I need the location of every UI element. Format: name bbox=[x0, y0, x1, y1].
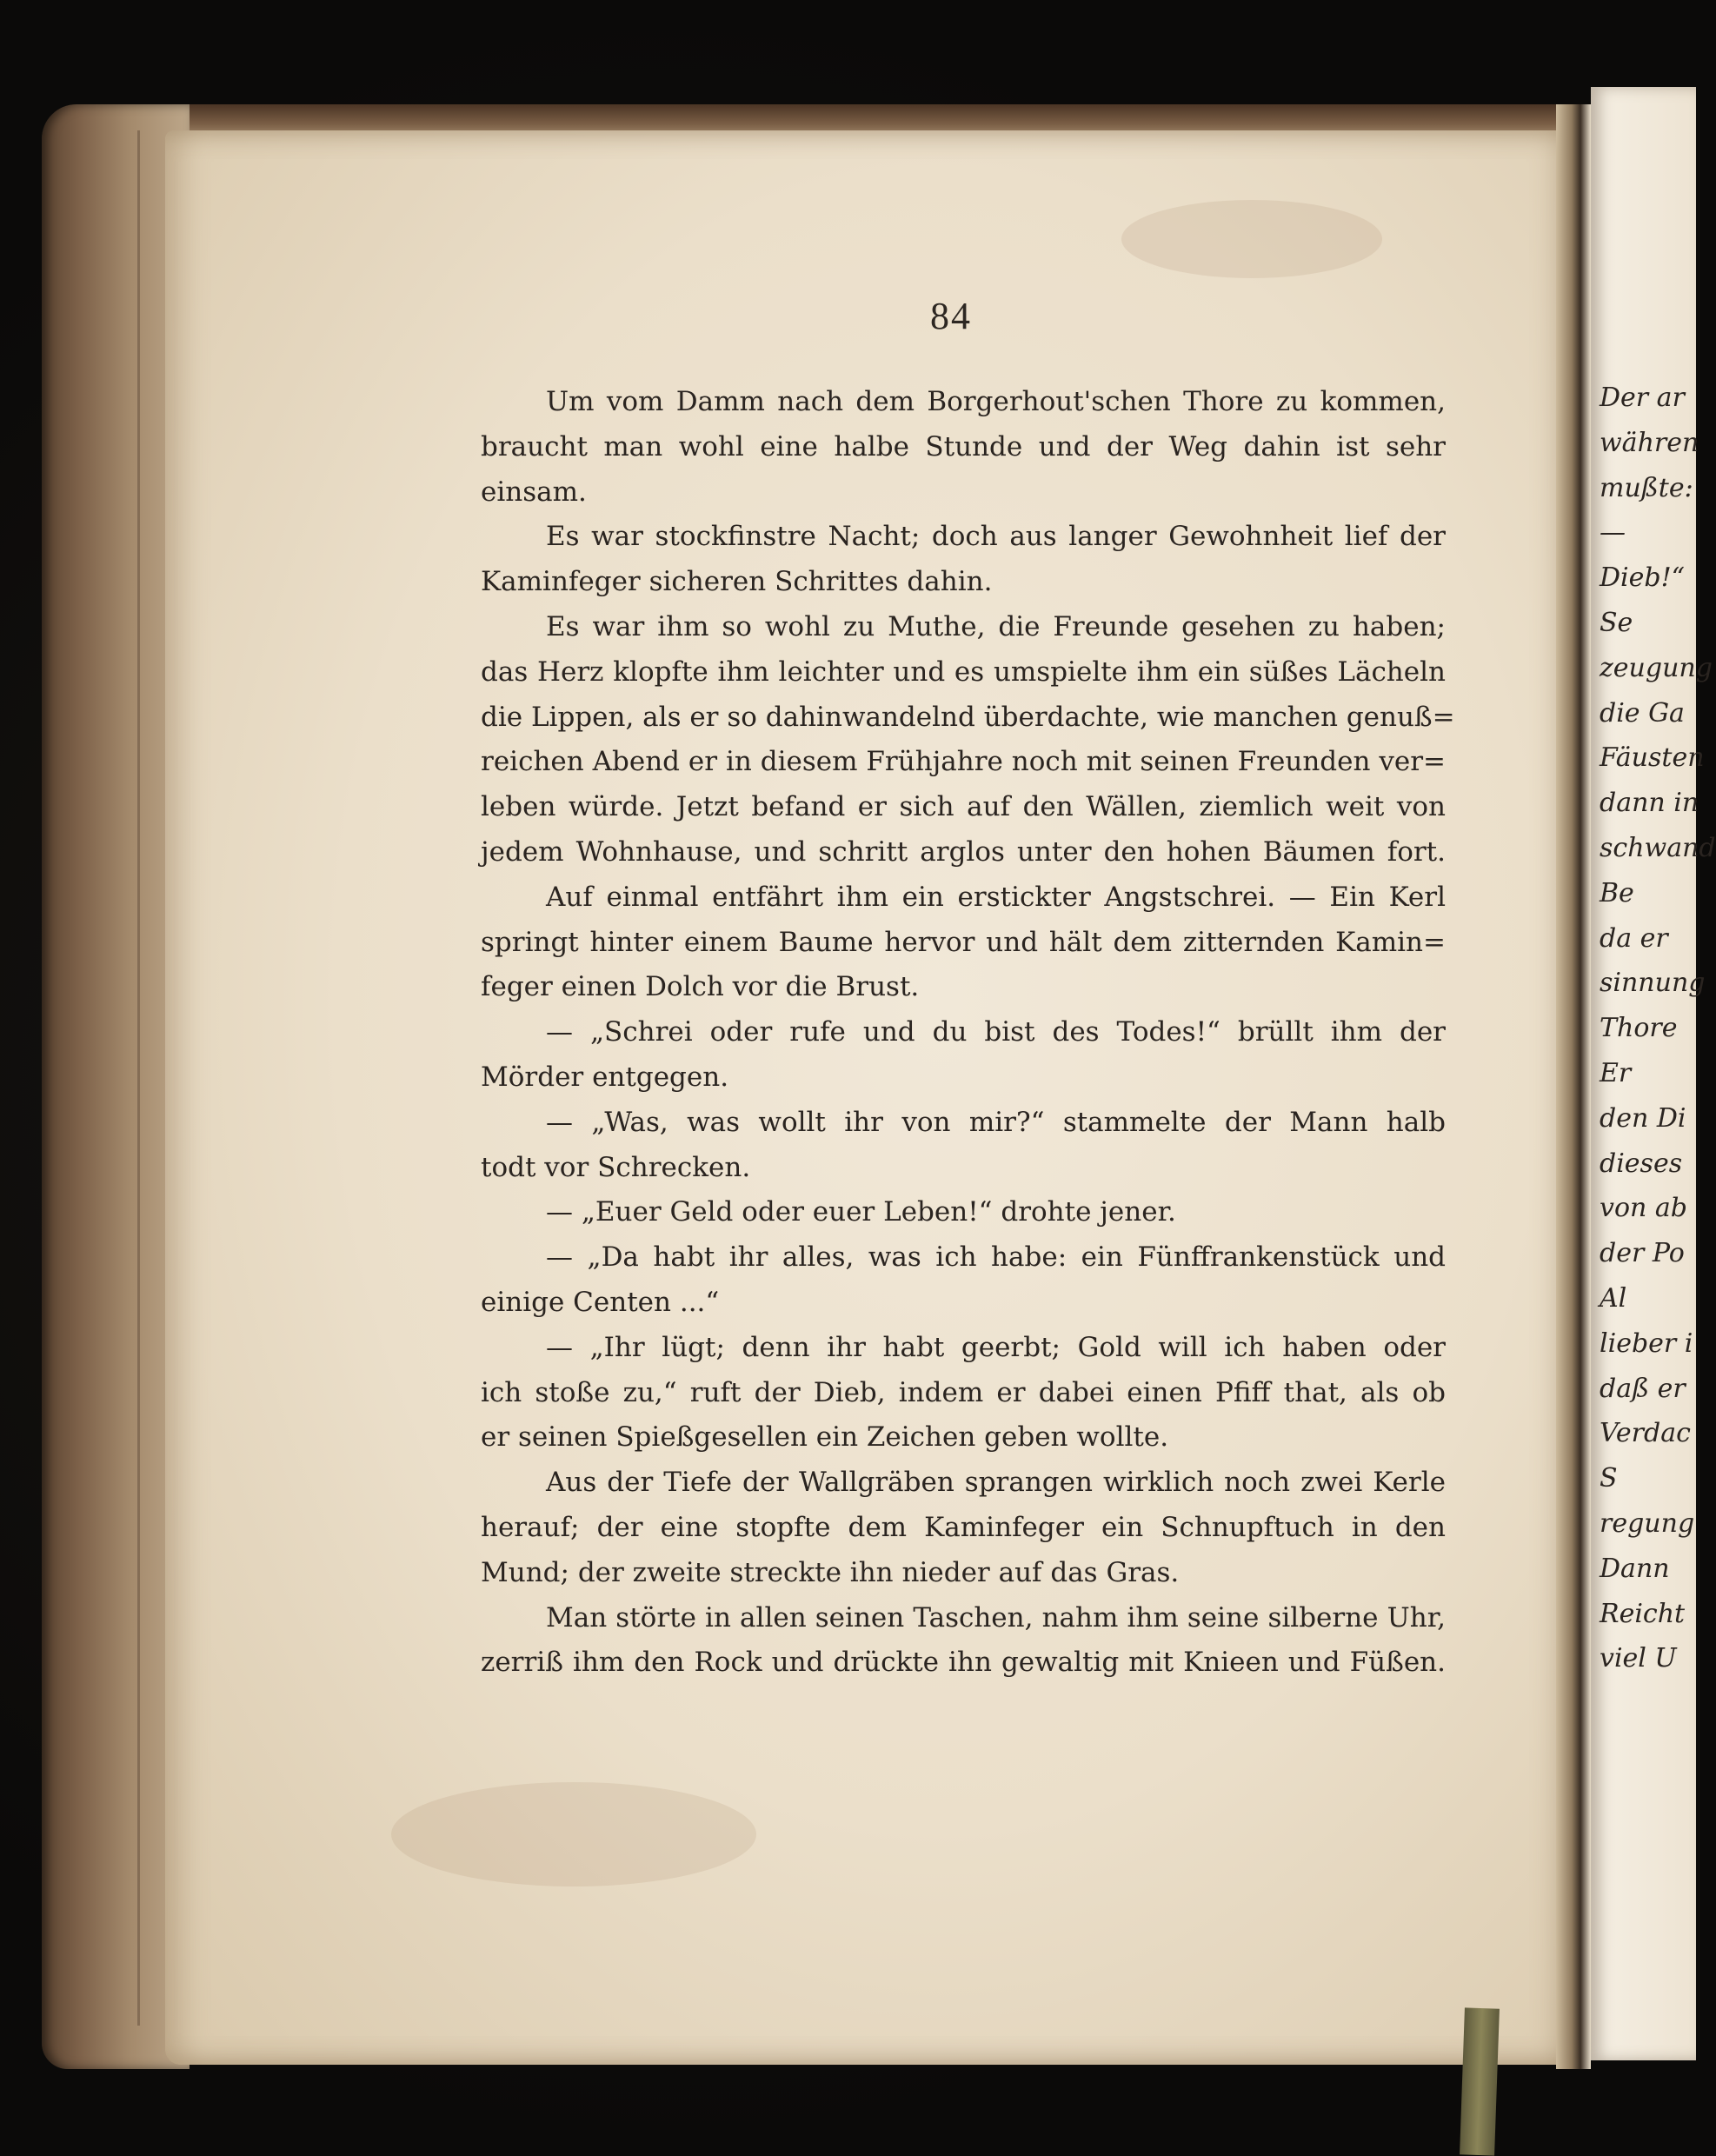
right-page-fragment: — bbox=[1600, 517, 1626, 549]
text-line: — „Schrei oder rufe und du bist des Todes!“ brüllt ihm der bbox=[546, 1016, 1446, 1048]
text-line: er seinen Spießgesellen ein Zeichen geben wollte. bbox=[481, 1421, 1169, 1454]
text-line: — „Ihr lügt; denn ihr habt geerbt; Gold will ich haben oder bbox=[546, 1331, 1446, 1363]
right-page-fragment: währen bbox=[1600, 427, 1699, 458]
text-line: das Herz klopfte ihm leichter und es umspielte ihm ein süßes Lächeln bbox=[481, 655, 1446, 688]
right-page-fragment: Thore bbox=[1600, 1013, 1678, 1044]
text-line: einige Centen ...“ bbox=[481, 1286, 720, 1318]
right-page-fragment: Fäusten bbox=[1600, 742, 1705, 774]
right-page-fragment: von ab bbox=[1600, 1193, 1687, 1224]
text-line: springt hinter einem Baume hervor und hält dem zitternden Kamin= bbox=[481, 926, 1446, 958]
right-page-fragment: S bbox=[1600, 1463, 1618, 1494]
text-line: leben würde. Jetzt befand er sich auf den Wällen, ziemlich weit von bbox=[481, 791, 1446, 823]
right-page-fragment: Er bbox=[1600, 1058, 1632, 1088]
text-line: Es war stockfinstre Nacht; doch aus langer Gewohnheit lief der bbox=[546, 521, 1446, 553]
text-line: — „Was, was wollt ihr von mir?“ stammelte der Mann halb bbox=[546, 1106, 1446, 1138]
right-page-fragment: schwand bbox=[1600, 833, 1716, 863]
text-line: Es war ihm so wohl zu Muthe, die Freunde gesehen zu haben; bbox=[546, 610, 1446, 642]
paper-stain bbox=[1121, 200, 1382, 278]
right-page-fragment: Se bbox=[1600, 608, 1633, 638]
right-page-fragment: die Ga bbox=[1600, 697, 1685, 729]
book-gutter bbox=[1556, 104, 1591, 2069]
text-block bbox=[481, 380, 1455, 1686]
text-line: Um vom Damm nach dem Borgerhout'schen Thore zu kommen, bbox=[546, 386, 1446, 417]
bookmark-ribbon bbox=[1460, 2007, 1500, 2155]
text-line: ich stoße zu,“ ruft der Dieb, indem er dabei einen Pfiff that, als ob bbox=[481, 1376, 1446, 1408]
text-line: einsam. bbox=[481, 476, 587, 508]
right-page-fragment: regung bbox=[1600, 1508, 1695, 1539]
right-page-fragment: Reicht bbox=[1600, 1598, 1686, 1629]
right-page-fragment: Der ar bbox=[1600, 383, 1685, 413]
right-page-fragment: sinnung bbox=[1600, 968, 1706, 999]
right-page-fragment: lieber i bbox=[1600, 1328, 1693, 1359]
right-page-fragment: da er bbox=[1600, 922, 1668, 954]
text-line: todt vor Schrecken. bbox=[481, 1151, 751, 1183]
right-page-fragment: daß er bbox=[1600, 1373, 1686, 1404]
text-line: Mund; der zweite streckte ihn nieder auf das Gras. bbox=[481, 1556, 1180, 1588]
right-page-fragment: viel U bbox=[1600, 1643, 1677, 1674]
right-page-fragment: dieses bbox=[1600, 1148, 1683, 1179]
text-line: herauf; der eine stopfte dem Kaminfeger ein Schnupftuch in den bbox=[481, 1511, 1446, 1543]
text-line: Mörder entgegen. bbox=[481, 1061, 729, 1093]
page-number: 84 bbox=[930, 295, 972, 337]
paper-stain bbox=[391, 1782, 756, 1886]
edge-stripe bbox=[137, 130, 140, 2026]
text-line: feger einen Dolch vor die Brust. bbox=[481, 971, 920, 1003]
right-page-fragment: Dann bbox=[1600, 1553, 1670, 1584]
right-page-fragment: zeugung bbox=[1600, 652, 1713, 683]
right-page-fragment: Dieb!“ bbox=[1600, 562, 1685, 594]
text-line: braucht man wohl eine halbe Stunde und der Weg dahin ist sehr bbox=[481, 430, 1446, 462]
text-line: — „Euer Geld oder euer Leben!“ drohte jener. bbox=[546, 1196, 1176, 1228]
text-line: Kaminfeger sicheren Schrittes dahin. bbox=[481, 566, 993, 598]
right-page-fragment: dann in bbox=[1600, 788, 1699, 819]
right-page-fragment: Verdac bbox=[1600, 1418, 1691, 1449]
right-page-fragment: den Di bbox=[1600, 1102, 1686, 1134]
text-line: jedem Wohnhause, und schritt arglos unter den hohen Bäumen fort. bbox=[481, 835, 1446, 868]
right-page-fragment: Al bbox=[1600, 1283, 1627, 1314]
text-line: Man störte in allen seinen Taschen, nahm ihm seine silberne Uhr, bbox=[546, 1601, 1446, 1634]
text-line: Auf einmal entfährt ihm ein erstickter Angstschrei. — Ein Kerl bbox=[546, 881, 1446, 913]
text-line: — „Da habt ihr alles, was ich habe: ein Fünffrankenstück und bbox=[546, 1241, 1446, 1274]
right-page-fragment: mußte: bbox=[1600, 472, 1693, 503]
right-page-fragment: der Po bbox=[1600, 1238, 1685, 1269]
text-line: die Lippen, als er so dahinwandelnd überdachte, wie manchen genuß= bbox=[481, 701, 1455, 733]
right-page-fragment: Be bbox=[1600, 877, 1634, 908]
text-line: Aus der Tiefe der Wallgräben sprangen wirklich noch zwei Kerle bbox=[546, 1467, 1446, 1499]
text-line: reichen Abend er in diesem Frühjahre noch mit seinen Freunden ver= bbox=[481, 746, 1446, 778]
text-line: zerriß ihm den Rock und drückte ihn gewaltig mit Knieen und Füßen. bbox=[481, 1647, 1446, 1679]
